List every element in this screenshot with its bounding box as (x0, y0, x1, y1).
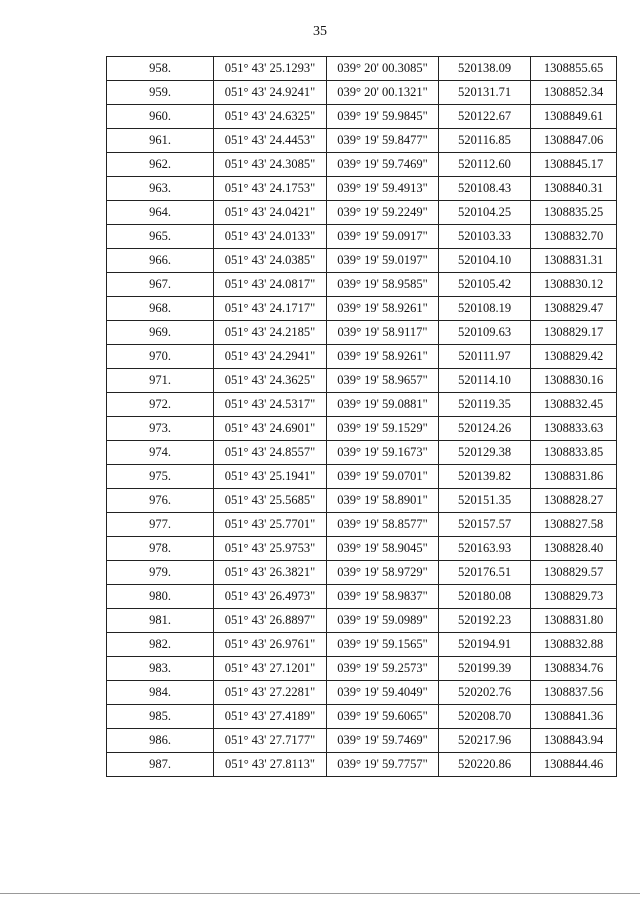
table-row (107, 225, 617, 249)
point-number-cell: 969. (107, 321, 214, 345)
coordinates-table-body (107, 57, 617, 777)
point-number-cell: 966. (107, 249, 214, 273)
y-coordinate-cell: 1308833.63 (531, 417, 617, 441)
latitude-cell: 051° 43' 24.6901" (214, 417, 327, 441)
longitude-cell: 039° 19' 59.2249" (327, 201, 439, 225)
y-coordinate-cell: 1308841.36 (531, 705, 617, 729)
point-number-cell: 987. (107, 753, 214, 777)
x-coordinate-cell: 520157.57 (439, 513, 531, 537)
latitude-cell: 051° 43' 25.7701" (214, 513, 327, 537)
y-coordinate-cell: 1308840.31 (531, 177, 617, 201)
point-number-cell: 967. (107, 273, 214, 297)
longitude-cell: 039° 19' 59.7757" (327, 753, 439, 777)
longitude-cell: 039° 19' 59.2573" (327, 657, 439, 681)
x-coordinate-cell: 520220.86 (439, 753, 531, 777)
x-coordinate-cell: 520108.19 (439, 297, 531, 321)
table-row (107, 513, 617, 537)
latitude-cell: 051° 43' 24.4453" (214, 129, 327, 153)
longitude-cell: 039° 19' 58.9117" (327, 321, 439, 345)
table-row (107, 57, 617, 81)
longitude-cell: 039° 19' 59.1673" (327, 441, 439, 465)
x-coordinate-cell: 520108.43 (439, 177, 531, 201)
longitude-cell: 039° 19' 58.8577" (327, 513, 439, 537)
point-number-cell: 974. (107, 441, 214, 465)
point-number-cell: 962. (107, 153, 214, 177)
point-number-cell: 965. (107, 225, 214, 249)
latitude-cell: 051° 43' 24.0817" (214, 273, 327, 297)
table-row (107, 489, 617, 513)
y-coordinate-cell: 1308852.34 (531, 81, 617, 105)
y-coordinate-cell: 1308830.16 (531, 369, 617, 393)
x-coordinate-cell: 520111.97 (439, 345, 531, 369)
latitude-cell: 051° 43' 25.1941" (214, 465, 327, 489)
x-coordinate-cell: 520122.67 (439, 105, 531, 129)
y-coordinate-cell: 1308827.58 (531, 513, 617, 537)
y-coordinate-cell: 1308855.65 (531, 57, 617, 81)
point-number-cell: 959. (107, 81, 214, 105)
table-row (107, 153, 617, 177)
y-coordinate-cell: 1308844.46 (531, 753, 617, 777)
table-row (107, 201, 617, 225)
point-number-cell: 985. (107, 705, 214, 729)
longitude-cell: 039° 19' 59.4049" (327, 681, 439, 705)
x-coordinate-cell: 520114.10 (439, 369, 531, 393)
y-coordinate-cell: 1308832.70 (531, 225, 617, 249)
latitude-cell: 051° 43' 26.8897" (214, 609, 327, 633)
y-coordinate-cell: 1308833.85 (531, 441, 617, 465)
table-row (107, 105, 617, 129)
latitude-cell: 051° 43' 24.0133" (214, 225, 327, 249)
table-row (107, 249, 617, 273)
point-number-cell: 983. (107, 657, 214, 681)
x-coordinate-cell: 520119.35 (439, 393, 531, 417)
y-coordinate-cell: 1308843.94 (531, 729, 617, 753)
latitude-cell: 051° 43' 24.0385" (214, 249, 327, 273)
latitude-cell: 051° 43' 25.9753" (214, 537, 327, 561)
latitude-cell: 051° 43' 26.3821" (214, 561, 327, 585)
x-coordinate-cell: 520112.60 (439, 153, 531, 177)
latitude-cell: 051° 43' 27.8113" (214, 753, 327, 777)
point-number-cell: 972. (107, 393, 214, 417)
point-number-cell: 981. (107, 609, 214, 633)
y-coordinate-cell: 1308830.12 (531, 273, 617, 297)
table-row (107, 729, 617, 753)
longitude-cell: 039° 19' 58.8901" (327, 489, 439, 513)
point-number-cell: 958. (107, 57, 214, 81)
x-coordinate-cell: 520104.25 (439, 201, 531, 225)
longitude-cell: 039° 19' 59.0197" (327, 249, 439, 273)
y-coordinate-cell: 1308828.40 (531, 537, 617, 561)
coordinates-table (106, 56, 617, 777)
bottom-divider (0, 893, 640, 894)
point-number-cell: 979. (107, 561, 214, 585)
longitude-cell: 039° 19' 59.4913" (327, 177, 439, 201)
longitude-cell: 039° 19' 58.9837" (327, 585, 439, 609)
latitude-cell: 051° 43' 27.2281" (214, 681, 327, 705)
latitude-cell: 051° 43' 24.2185" (214, 321, 327, 345)
longitude-cell: 039° 19' 59.0917" (327, 225, 439, 249)
x-coordinate-cell: 520139.82 (439, 465, 531, 489)
y-coordinate-cell: 1308835.25 (531, 201, 617, 225)
x-coordinate-cell: 520180.08 (439, 585, 531, 609)
point-number-cell: 970. (107, 345, 214, 369)
table-row (107, 465, 617, 489)
latitude-cell: 051° 43' 27.1201" (214, 657, 327, 681)
x-coordinate-cell: 520116.85 (439, 129, 531, 153)
x-coordinate-cell: 520192.23 (439, 609, 531, 633)
table-row (107, 81, 617, 105)
table-row (107, 705, 617, 729)
point-number-cell: 986. (107, 729, 214, 753)
x-coordinate-cell: 520163.93 (439, 537, 531, 561)
point-number-cell: 971. (107, 369, 214, 393)
longitude-cell: 039° 19' 59.7469" (327, 729, 439, 753)
x-coordinate-cell: 520208.70 (439, 705, 531, 729)
y-coordinate-cell: 1308849.61 (531, 105, 617, 129)
y-coordinate-cell: 1308832.88 (531, 633, 617, 657)
y-coordinate-cell: 1308837.56 (531, 681, 617, 705)
longitude-cell: 039° 20' 00.3085" (327, 57, 439, 81)
table-row (107, 273, 617, 297)
y-coordinate-cell: 1308828.27 (531, 489, 617, 513)
y-coordinate-cell: 1308829.47 (531, 297, 617, 321)
point-number-cell: 977. (107, 513, 214, 537)
y-coordinate-cell: 1308829.57 (531, 561, 617, 585)
x-coordinate-cell: 520124.26 (439, 417, 531, 441)
longitude-cell: 039° 19' 59.1529" (327, 417, 439, 441)
y-coordinate-cell: 1308829.17 (531, 321, 617, 345)
latitude-cell: 051° 43' 24.3625" (214, 369, 327, 393)
page-number: 35 (313, 24, 327, 39)
table-row (107, 657, 617, 681)
longitude-cell: 039° 19' 58.9585" (327, 273, 439, 297)
longitude-cell: 039° 19' 59.7469" (327, 153, 439, 177)
x-coordinate-cell: 520176.51 (439, 561, 531, 585)
point-number-cell: 975. (107, 465, 214, 489)
latitude-cell: 051° 43' 25.1293" (214, 57, 327, 81)
y-coordinate-cell: 1308831.80 (531, 609, 617, 633)
latitude-cell: 051° 43' 26.9761" (214, 633, 327, 657)
table-row (107, 393, 617, 417)
longitude-cell: 039° 19' 58.9657" (327, 369, 439, 393)
latitude-cell: 051° 43' 25.5685" (214, 489, 327, 513)
x-coordinate-cell: 520138.09 (439, 57, 531, 81)
longitude-cell: 039° 19' 58.9261" (327, 297, 439, 321)
longitude-cell: 039° 19' 58.9045" (327, 537, 439, 561)
latitude-cell: 051° 43' 27.7177" (214, 729, 327, 753)
x-coordinate-cell: 520151.35 (439, 489, 531, 513)
longitude-cell: 039° 19' 59.8477" (327, 129, 439, 153)
point-number-cell: 976. (107, 489, 214, 513)
point-number-cell: 984. (107, 681, 214, 705)
latitude-cell: 051° 43' 26.4973" (214, 585, 327, 609)
y-coordinate-cell: 1308832.45 (531, 393, 617, 417)
table-row (107, 177, 617, 201)
longitude-cell: 039° 19' 59.1565" (327, 633, 439, 657)
table-row (107, 585, 617, 609)
longitude-cell: 039° 19' 58.9729" (327, 561, 439, 585)
table-row (107, 417, 617, 441)
table-row (107, 297, 617, 321)
x-coordinate-cell: 520105.42 (439, 273, 531, 297)
table-row (107, 681, 617, 705)
x-coordinate-cell: 520199.39 (439, 657, 531, 681)
latitude-cell: 051° 43' 24.2941" (214, 345, 327, 369)
table-row (107, 537, 617, 561)
table-row (107, 561, 617, 585)
longitude-cell: 039° 19' 59.0881" (327, 393, 439, 417)
x-coordinate-cell: 520103.33 (439, 225, 531, 249)
latitude-cell: 051° 43' 24.0421" (214, 201, 327, 225)
latitude-cell: 051° 43' 24.1753" (214, 177, 327, 201)
x-coordinate-cell: 520194.91 (439, 633, 531, 657)
table-row (107, 441, 617, 465)
y-coordinate-cell: 1308847.06 (531, 129, 617, 153)
point-number-cell: 973. (107, 417, 214, 441)
table-row (107, 633, 617, 657)
x-coordinate-cell: 520109.63 (439, 321, 531, 345)
latitude-cell: 051° 43' 24.5317" (214, 393, 327, 417)
table-row (107, 345, 617, 369)
longitude-cell: 039° 19' 59.6065" (327, 705, 439, 729)
point-number-cell: 968. (107, 297, 214, 321)
table-row (107, 129, 617, 153)
latitude-cell: 051° 43' 24.6325" (214, 105, 327, 129)
latitude-cell: 051° 43' 27.4189" (214, 705, 327, 729)
latitude-cell: 051° 43' 24.3085" (214, 153, 327, 177)
y-coordinate-cell: 1308831.86 (531, 465, 617, 489)
point-number-cell: 978. (107, 537, 214, 561)
latitude-cell: 051° 43' 24.9241" (214, 81, 327, 105)
point-number-cell: 960. (107, 105, 214, 129)
point-number-cell: 963. (107, 177, 214, 201)
longitude-cell: 039° 19' 58.9261" (327, 345, 439, 369)
point-number-cell: 964. (107, 201, 214, 225)
longitude-cell: 039° 19' 59.0701" (327, 465, 439, 489)
y-coordinate-cell: 1308831.31 (531, 249, 617, 273)
table-row (107, 369, 617, 393)
point-number-cell: 980. (107, 585, 214, 609)
table-row (107, 609, 617, 633)
x-coordinate-cell: 520129.38 (439, 441, 531, 465)
latitude-cell: 051° 43' 24.8557" (214, 441, 327, 465)
x-coordinate-cell: 520104.10 (439, 249, 531, 273)
y-coordinate-cell: 1308829.73 (531, 585, 617, 609)
longitude-cell: 039° 19' 59.0989" (327, 609, 439, 633)
x-coordinate-cell: 520131.71 (439, 81, 531, 105)
point-number-cell: 982. (107, 633, 214, 657)
y-coordinate-cell: 1308829.42 (531, 345, 617, 369)
longitude-cell: 039° 19' 59.9845" (327, 105, 439, 129)
longitude-cell: 039° 20' 00.1321" (327, 81, 439, 105)
table-row (107, 753, 617, 777)
x-coordinate-cell: 520217.96 (439, 729, 531, 753)
y-coordinate-cell: 1308845.17 (531, 153, 617, 177)
table-row (107, 321, 617, 345)
point-number-cell: 961. (107, 129, 214, 153)
y-coordinate-cell: 1308834.76 (531, 657, 617, 681)
latitude-cell: 051° 43' 24.1717" (214, 297, 327, 321)
x-coordinate-cell: 520202.76 (439, 681, 531, 705)
